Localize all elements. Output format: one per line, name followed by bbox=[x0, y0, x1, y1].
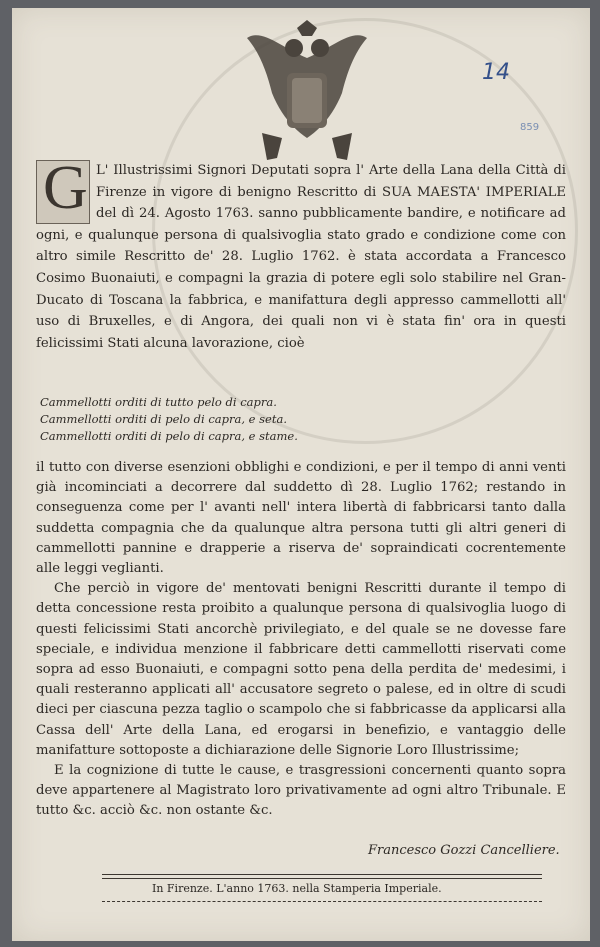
product-list bbox=[40, 394, 540, 445]
decree-body bbox=[36, 458, 566, 822]
handwritten-page-number: 14 bbox=[482, 60, 510, 85]
imperial-eagle-crest-icon bbox=[242, 18, 372, 168]
decree-paragraph-1: L' Illustrissimi Signori Deputati sopra l' Arte della Lana della Città di Firenze in vigore di benigno Rescritto di SUA MAESTA' IMPERIALE del dì 24. Agosto 1763. sanno pubblicamente bandire, e notificare ad ogni, e qualunque persona di qualsivoglia stato grado e condizione come con altro simile Rescritto de' 28. Luglio 1762. è stata accordata a Francesco Cosimo Buonaiuti, e compagni la grazia di potere egli solo stabilire nel Gran-Ducato di Toscana la fabbrica, e manifattura degli appresso cammellotti all' uso di Bruxelles, e di Angora, dei quali non vi è stata fin' ora in questi felicissimi Stati alcuna lavorazione, cioè bbox=[36, 163, 566, 351]
decorated-initial: G bbox=[36, 160, 90, 224]
signature: Francesco Gozzi Cancelliere. bbox=[368, 843, 560, 858]
decree-paragraph-2: il tutto con diverse esenzioni obblighi e condizioni, e per il tempo di anni venti già incominciati a decorrere dal suddetto dì 28. Luglio 1762; restando in conseguenza come per l' avanti nell' intera libertà di fabbricarsi tanto dalla suddetta compagnia che da qualunque altra persona tutti gli altri generi di cammellotti pannine e drapperie a riserva de' sopraindicati cocrentemente alle leggi veglianti. bbox=[36, 460, 566, 577]
product-item: Cammellotti orditi di tutto pelo di capra. bbox=[40, 395, 277, 409]
decree-paragraph-3: Che perciò in vigore de' mentovati benigni Rescritti durante il tempo di detta concessione resta proibito a qualunque persona di qualsivoglia luogo di questi felicissimi Stati ancorchè privilegiato, e del quale se ne dovesse fare speciale, e individua menzione il fabbricare detti cammellotti riservati come sopra ad esso Buonaiuti, e compagni sotto pena della perdita de' medesimi, i quali resteranno applicati all' accusatore segreto o palese, ed in oltre di scudi dieci per ciascuna pezza taglio o scampolo che si fabbricasse da applicarsi alla Cassa dell' Arte della Lana, ed erogarsi in benefizio, e vantaggio delle manifatture sottoposte a dichiarazione delle Signorie Loro Illustrissime; bbox=[36, 581, 566, 758]
decree-paragraph-4: E la cognizione di tutte le cause, e trasgressioni concernenti quanto sopra deve appartenere al Magistrato loro privativamente ad ogni altro Tribunale. E tutto &c. acciò &c. non ostante &c. bbox=[36, 763, 566, 819]
stamp-number: 859 bbox=[520, 122, 540, 133]
document-page bbox=[12, 8, 590, 941]
product-item: Cammellotti orditi di pelo di capra, e stame. bbox=[40, 429, 298, 443]
divider-rule-bottom bbox=[102, 901, 542, 902]
product-item: Cammellotti orditi di pelo di capra, e seta. bbox=[40, 412, 287, 426]
divider-rule bbox=[102, 874, 542, 879]
printer-imprint: In Firenze. L'anno 1763. nella Stamperia Imperiale. bbox=[152, 882, 442, 895]
